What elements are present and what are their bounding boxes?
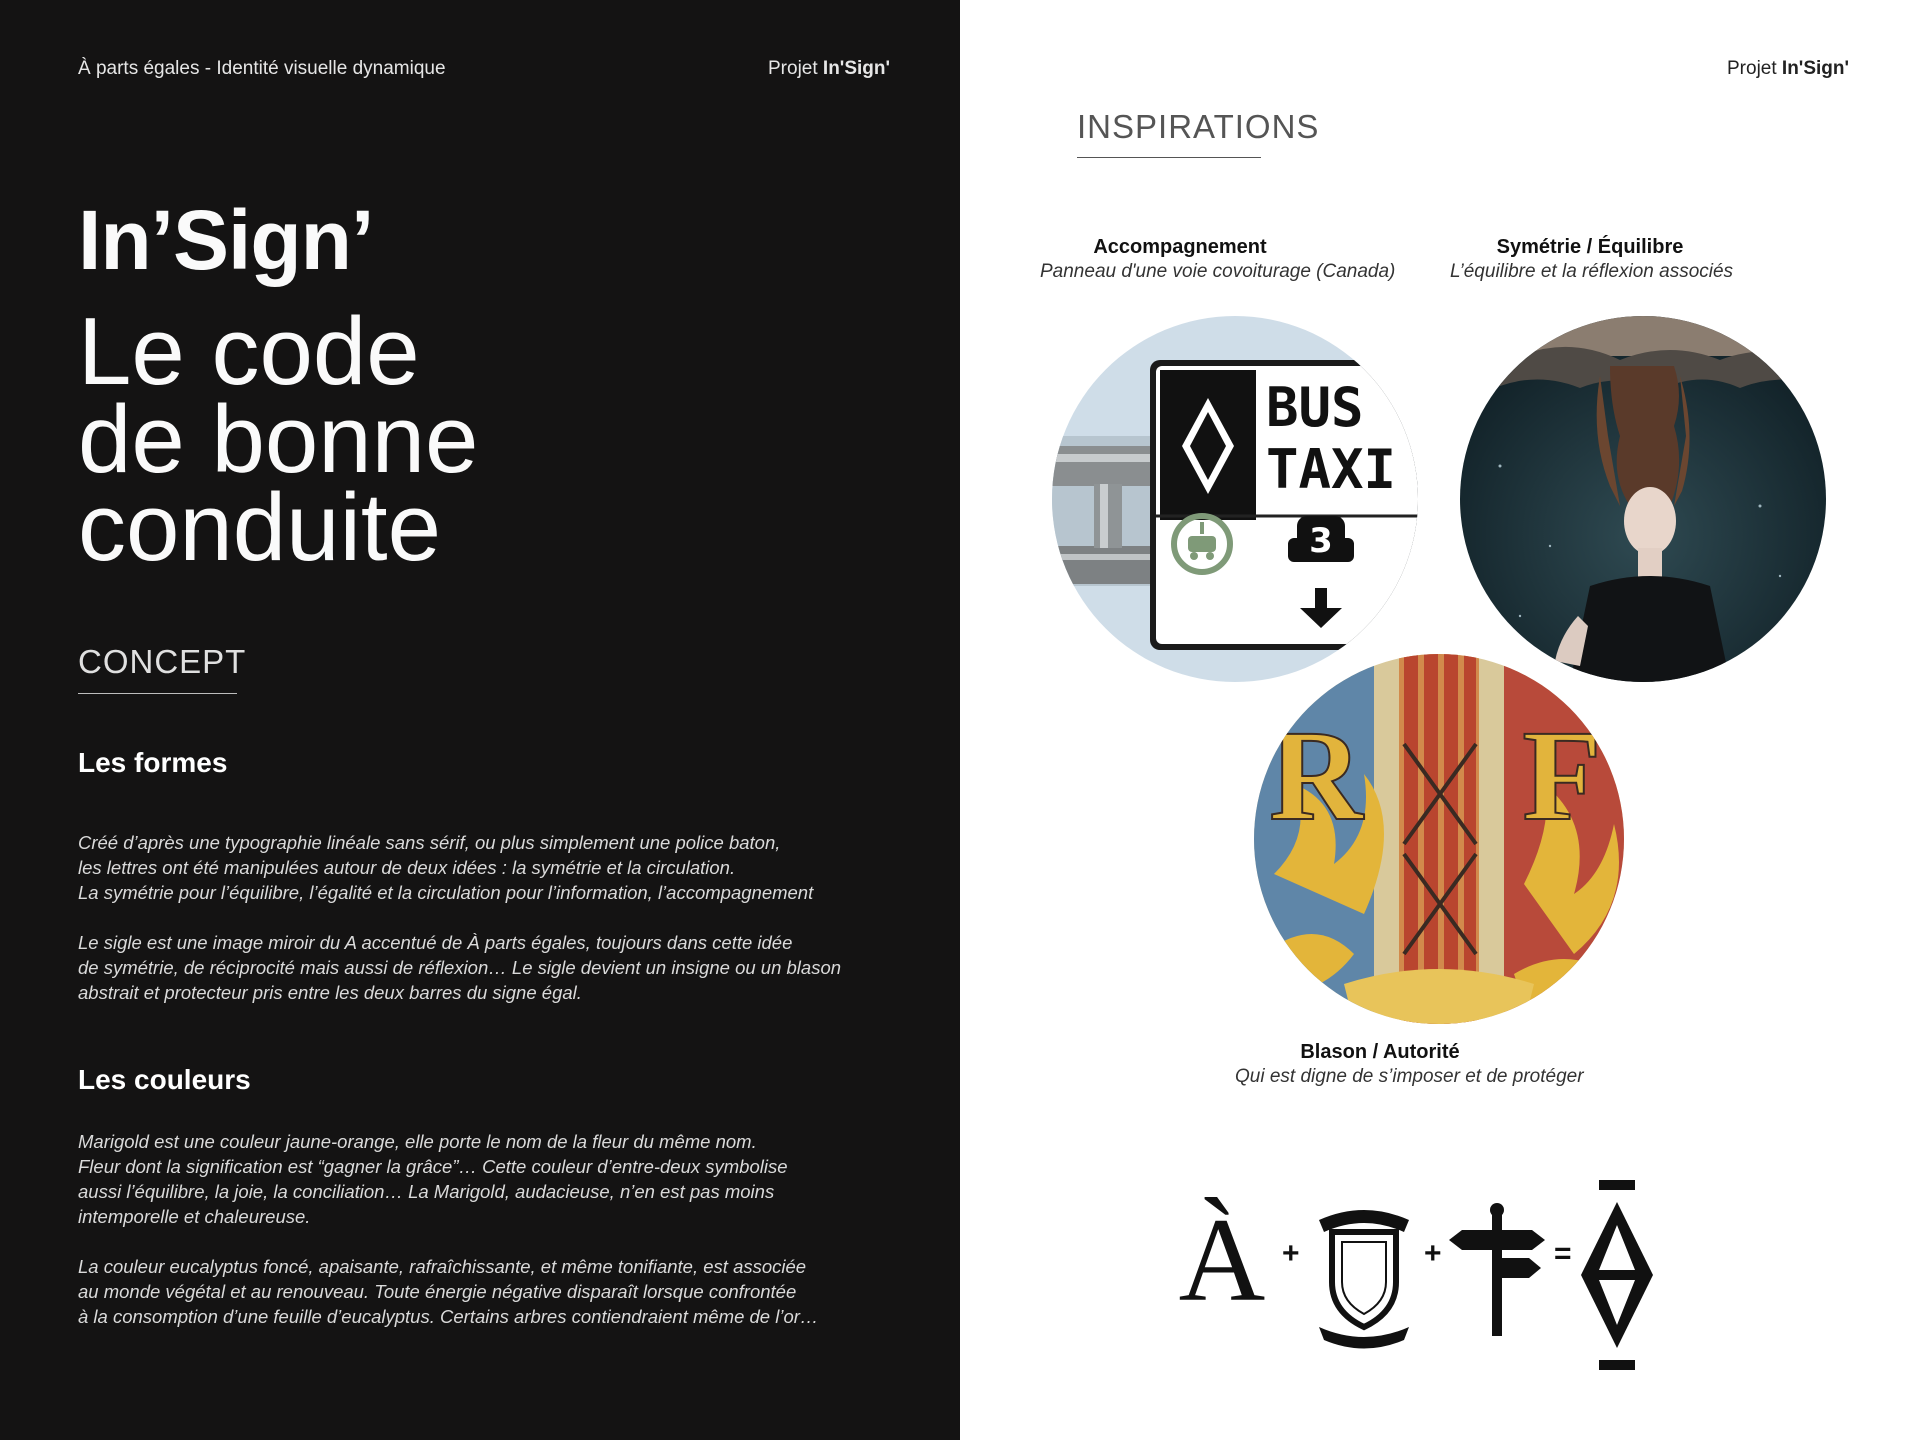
project-label [768,58,890,80]
couleurs-paragraph-1 [78,1129,878,1229]
page-title: In’Sign’ [78,193,374,287]
sign-number: 3 [1309,521,1333,561]
text-line: abstrait et protecteur pris entre les deux barres du signe égal. [78,982,582,1003]
symmetry-photo [1460,316,1826,682]
logo-equation [1172,1180,1722,1380]
sign-text: BUS [1266,376,1364,439]
accented-a-letter: À [1178,1193,1266,1326]
text-line: les lettres ont été manipulées autour de deux idées : la symétrie et la circulation. [78,857,736,878]
concept-heading: CONCEPT [78,643,247,680]
project-label [1727,58,1849,80]
text-line: Créé d’après une typographie linéale sans sérif, ou plus simplement une police baton, [78,832,781,853]
caption-subtitle: Qui est digne de s’imposer et de protéger [1235,1066,1584,1087]
sign-text: TAXI [1266,438,1397,501]
couleurs-paragraph-2 [78,1254,878,1329]
equals-sign: = [1554,1237,1572,1270]
caption-accompagnement [1040,236,1396,283]
right-page [960,0,1920,1440]
plus-sign: + [1282,1237,1300,1270]
page-subtitle [78,298,638,581]
text-line: aussi l’équilibre, la joie, la conciliation… La Marigold, audacieuse, n’en est pas moins [78,1181,775,1202]
inspirations-underline [1077,157,1261,158]
project-prefix: Projet [768,58,818,79]
caption-title: Symétrie / Équilibre [1496,236,1684,258]
caption-title: Blason / Autorité [1300,1041,1460,1063]
couleurs-heading: Les couleurs [78,1064,251,1095]
text-line: intemporelle et chaleureuse. [78,1206,311,1227]
caption-subtitle: Panneau d'une voie covoiturage (Canada) [1040,261,1396,282]
document-header: À parts égales - Identité visuelle dynamique [78,58,446,79]
project-prefix: Projet [1727,58,1777,79]
monogram-letter: F [1522,704,1602,848]
caption-title: Accompagnement [1093,236,1267,258]
concept-underline [78,693,237,694]
caption-symetrie [1450,236,1734,283]
caption-blason [1235,1041,1584,1088]
insign-logo-icon [1577,1180,1657,1370]
project-name: In'Sign' [822,58,891,79]
text-line: Marigold est une couleur jaune-orange, elle porte le nom de la fleur du même nom. [78,1131,757,1152]
signpost-icon [1447,1200,1547,1340]
subtitle-line: de bonne [78,386,479,493]
rf-emblem-image [1254,654,1624,1024]
monogram-letter: R [1269,704,1363,848]
text-line: Le sigle est une image miroir du A accentué de À parts égales, toujours dans cette idée [78,932,793,953]
shield-icon [1314,1202,1414,1352]
inspirations-heading: INSPIRATIONS [1077,108,1320,145]
formes-paragraph-2 [78,930,878,1005]
text-line: La couleur eucalyptus foncé, apaisante, rafraîchissante, et même tonifiante, est associée [78,1256,807,1277]
text-line: de symétrie, de réciprocité mais aussi de réflexion… Le sigle devient un insigne ou un blason [78,957,842,978]
formes-heading: Les formes [78,747,228,778]
plus-sign: + [1424,1237,1442,1270]
text-line: au monde végétal et au renouveau. Toute énergie négative disparaît lorsque confrontée [78,1281,797,1302]
project-name: In'Sign' [1781,58,1850,79]
text-line: Fleur dont la signification est “gagner la grâce”… Cette couleur d’entre-deux symbolise [78,1156,788,1177]
carpool-sign-image [1052,316,1418,682]
text-line: La symétrie pour l’équilibre, l’égalité et la circulation pour l’information, l’accompagnement [78,882,814,903]
subtitle-line: Le code [78,298,420,405]
formes-paragraph-1 [78,830,878,905]
text-line: à la consomption d’une feuille d’eucalyptus. Certains arbres contiendraient même de l’or… [78,1306,819,1327]
subtitle-line: conduite [78,474,441,581]
caption-subtitle: L’équilibre et la réflexion associés [1450,261,1734,282]
